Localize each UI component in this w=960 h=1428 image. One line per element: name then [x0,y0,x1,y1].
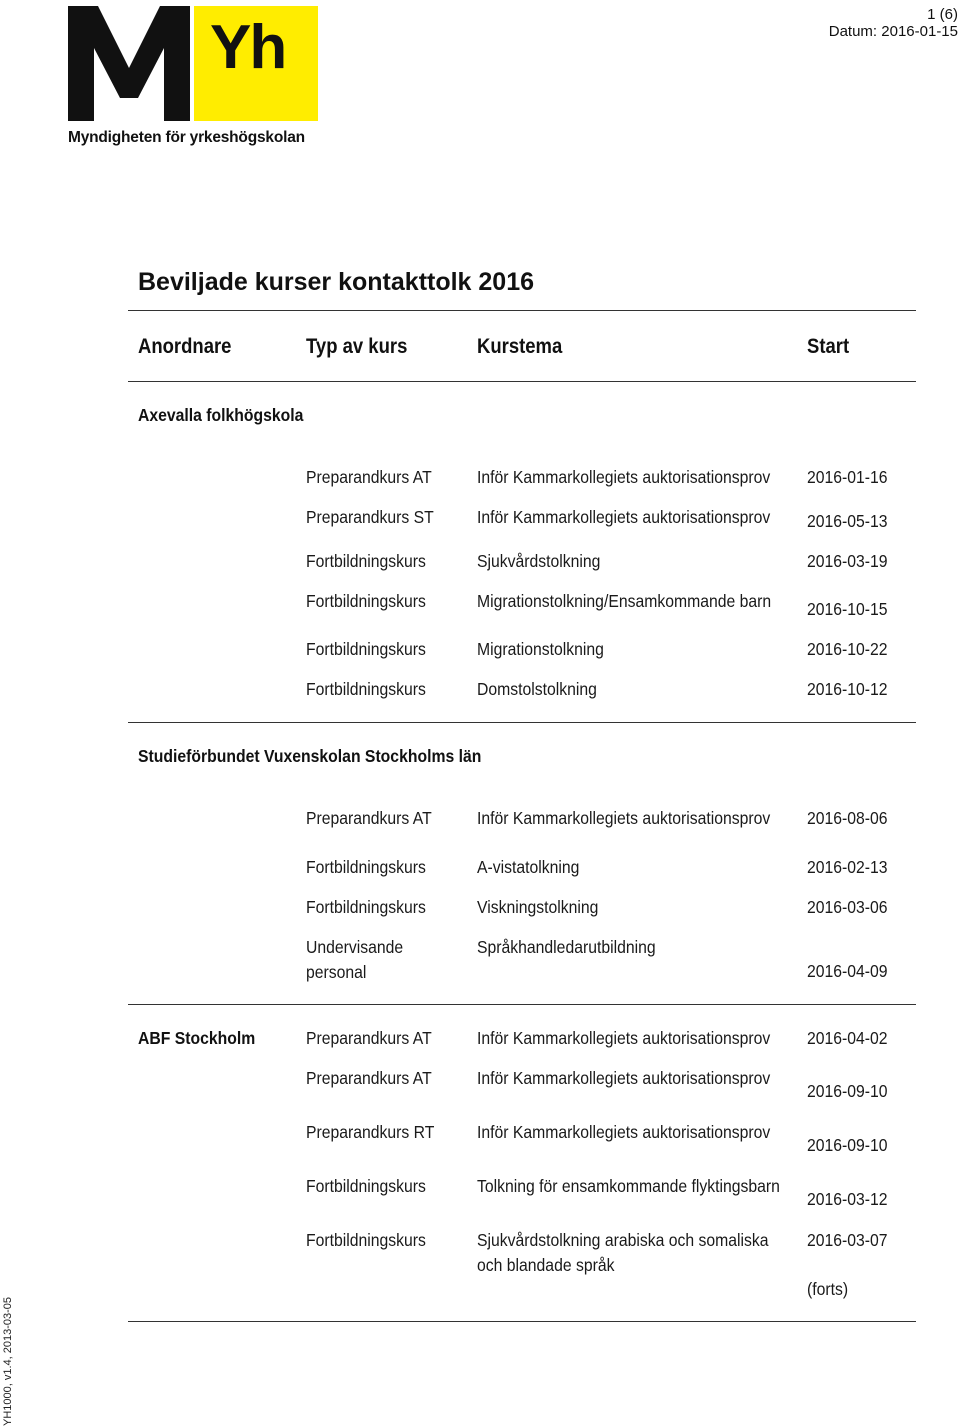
column-header-typ: Typ av kurs [306,335,408,358]
course-theme: Sjukvårdstolkning arabiska och somaliska [477,1230,769,1250]
document-date: Datum: 2016-01-15 [828,23,958,40]
form-version-label: YH1000, v1.4, 2013-03-05 [2,1296,14,1426]
organizer-name: ABF Stockholm [138,1028,256,1048]
course-type: Preparandkurs AT [306,1068,432,1088]
course-start: 2016-09-10 [807,1081,888,1101]
agency-logo [68,6,320,148]
section-rule [128,1004,916,1005]
yh-logo-box [194,6,318,121]
course-theme: Viskningstolkning [477,897,599,917]
course-start: 2016-04-02 [807,1028,888,1048]
course-start: 2016-02-13 [807,857,888,877]
course-type: Preparandkurs AT [306,808,432,828]
course-type: Fortbildningskurs [306,857,426,877]
course-start: 2016-03-19 [807,551,888,571]
course-start: 2016-05-13 [807,511,888,531]
course-start: 2016-08-06 [807,808,888,828]
continued-note: (forts) [807,1279,849,1299]
course-theme: Inför Kammarkollegiets auktorisationsprov [477,808,771,828]
m-logo-glyph [68,6,190,121]
course-theme: Inför Kammarkollegiets auktorisationsprov [477,1068,771,1088]
course-theme: Inför Kammarkollegiets auktorisationsprov [477,1028,771,1048]
course-type: Preparandkurs AT [306,1028,432,1048]
course-theme: Migrationstolkning [477,639,604,659]
section-rule [128,722,916,723]
course-theme: Domstolstolkning [477,679,597,699]
course-type: Preparandkurs AT [306,467,432,487]
course-type: Preparandkurs ST [306,507,434,527]
column-header-kurstema: Kurstema [477,335,563,358]
course-start: 2016-09-10 [807,1135,888,1155]
document-title: Beviljade kurser kontakttolk 2016 [138,268,535,296]
course-type: Fortbildningskurs [306,897,426,917]
course-start: 2016-03-06 [807,897,888,917]
course-start: 2016-10-15 [807,599,888,619]
logo-caption: Myndigheten för yrkeshögskolan [68,129,305,146]
course-theme: Migrationstolkning/Ensamkommande barn [477,591,772,611]
course-theme: A-vistatolkning [477,857,580,877]
header-rule-top [128,310,916,311]
organizer-name: Axevalla folkhögskola [138,405,304,425]
course-type: Preparandkurs RT [306,1122,435,1142]
course-theme: Inför Kammarkollegiets auktorisationsprov [477,507,771,527]
course-type-continued: personal [306,962,367,982]
course-theme: Tolkning för ensamkommande flyktingsbarn [477,1176,780,1196]
course-theme: Språkhandledarutbildning [477,937,656,957]
course-start: 2016-10-22 [807,639,888,659]
course-start: 2016-04-09 [807,961,888,981]
course-type: Fortbildningskurs [306,591,426,611]
course-type: Undervisande [306,937,404,957]
course-theme: Inför Kammarkollegiets auktorisationsprov [477,1122,771,1142]
column-header-start: Start [807,335,850,358]
yh-logo-text: Yh [210,13,286,82]
course-theme-continued: och blandade språk [477,1255,615,1275]
column-header-anordnare: Anordnare [138,335,232,358]
course-start: 2016-01-16 [807,467,888,487]
course-start: 2016-03-12 [807,1189,888,1209]
course-theme: Sjukvårdstolkning [477,551,601,571]
page-number: 1 (6) [927,6,958,23]
header-rule-bottom [128,381,916,382]
course-type: Fortbildningskurs [306,679,426,699]
organizer-name: Studieförbundet Vuxenskolan Stockholms län [138,746,482,766]
course-start: 2016-03-07 [807,1230,888,1250]
course-theme: Inför Kammarkollegiets auktorisationsprov [477,467,771,487]
course-type: Fortbildningskurs [306,551,426,571]
course-type: Fortbildningskurs [306,1176,426,1196]
footer-rule [128,1321,916,1322]
course-start: 2016-10-12 [807,679,888,699]
course-type: Fortbildningskurs [306,639,426,659]
course-type: Fortbildningskurs [306,1230,426,1250]
